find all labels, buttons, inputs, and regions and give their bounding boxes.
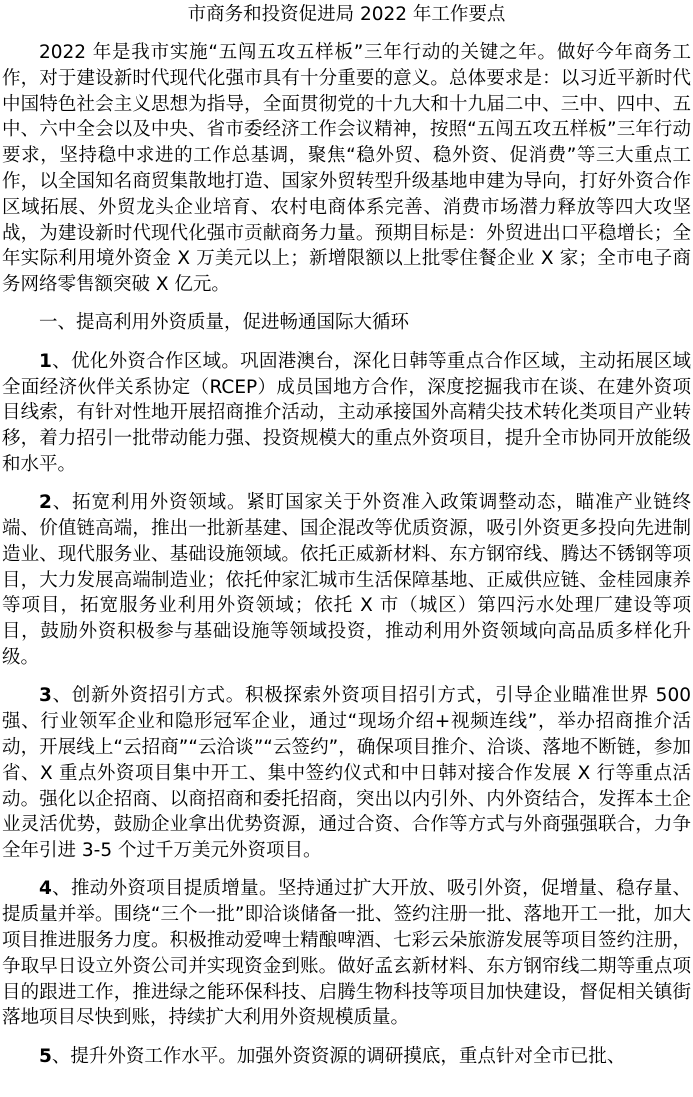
list-item — [2, 876, 691, 1031]
list-item — [2, 683, 691, 864]
item-text: 、提升外资工作水平。加强外资资源的调研摸底，重点针对全市已批、 — [51, 1045, 626, 1067]
item-text: 、拓宽利用外资领域。紧盯国家关于外资准入政策调整动态，瞄准产业链终端、价值链高端，推出一批新基建、国企混改等优质资源，吸引外资更多投向先进制造业、现代服务业、基础设施领域。依托正威新材料、东方钢帘线、腾达不锈钢等项目，大力发展高端制造业；依托仲家汇城市生活保障基地、正威供应链、金桂园康养等项目，拓宽服务业利用外资领域；依托 X 市（城区）第四污水处理厂建设等项目，鼓励外资积极参与基础设施等领域投资，推动利用外资领域向高品质多样化升级。 — [2, 492, 691, 669]
item-number: 2 — [39, 492, 52, 514]
intro-paragraph: 2022 年是我市实施“五闯五攻五样板”三年行动的关键之年。做好今年商务工作，对于建设新时代现代化强市具有十分重要的意义。总体要求是：以习近平新时代中国特色社会主义思想为指导，全面贯彻党的十九大和十九届二中、三中、四中、五中、六中全会以及中央、省市委经济工作会议精神，按照“五闯五攻五样板”三年行动要求，坚持稳中求进的工作总基调，聚焦“稳外贸、稳外资、促消费”等三大重点工作，以全国知名商贸集散地打造、国家外贸转型升级基地申建为导向，打好外资合作区域拓展、外贸龙头企业培育、农村电商体系完善、消费市场潜力释放等四大攻坚战，为建设新时代现代化强市贡献商务力量。预期目标是：外贸进出口平稳增长；全年实际利用境外资金 X 万美元以上；新增限额以上批零住餐企业 X 家；全市电子商务网络零售额突破 X 亿元。 — [2, 42, 691, 296]
item-text: 、推动外资项目提质增量。坚持通过扩大开放、吸引外资，促增量、稳存量、提质量并举。围绕“三个一批”即洽谈储备一批、签约注册一批、落地开工一批，加大项目推进服务力度。积极推动爱啤士精酿啤酒、七彩云朵旅游发展等项目签约注册，争取早日设立外资公司并实现资金到账。做好孟玄新材料、东方钢帘线二期等重点项目的跟进工作，推进绿之能环保科技、启腾生物科技等项目加快建设，督促相关镇街落地项目尽快到账，持续扩大利用外资规模质量。 — [2, 878, 691, 1029]
document-title: 市商务和投资促进局 2022 年工作要点 — [187, 4, 506, 25]
item-number: 5 — [39, 1045, 52, 1067]
list-item — [2, 349, 691, 478]
item-number: 4 — [39, 878, 52, 900]
item-number: 1 — [39, 350, 52, 372]
item-text: 、创新外资招引方式。积极探索外资项目招引方式，引导企业瞄准世界 500 强、行业领军企业和隐形冠军企业，通过“现场介绍+视频连线”，举办招商推介活动，开展线上“云招商”“云洽谈”“云签约”，确保项目推介、洽谈、落地不断链，参加省、X 重点外资项目集中开工、集中签约仪式和中日韩对接合作发展 X 行等重点活动。强化以企招商、以商招商和委托招商，突出以内引外、内外资结合，发挥本土企业灵活优势，鼓励企业拿出优势资源，通过合资、合作等方式与外商强强联合，力争全年引进 3-5 个过千万美元外资项目。 — [2, 685, 691, 862]
item-number: 3 — [39, 685, 52, 707]
item-text: 、优化外资合作区域。巩固港澳台，深化日韩等重点合作区域，主动拓展区域全面经济伙伴关系协定（RCEP）成员国地方合作，深度挖掘我市在谈、在建外资项目线索，有针对性地开展招商推介活动，主动承接国外高精尖技术转化类项目产业转移，着力招引一批带动能力强、投资规模大的重点外资项目，提升全市协同开放能级和水平。 — [2, 350, 691, 475]
list-item — [2, 490, 691, 671]
section-heading: 一、提高利用外资质量，促进畅通国际大循环 — [39, 312, 410, 334]
list-item — [2, 1044, 691, 1070]
